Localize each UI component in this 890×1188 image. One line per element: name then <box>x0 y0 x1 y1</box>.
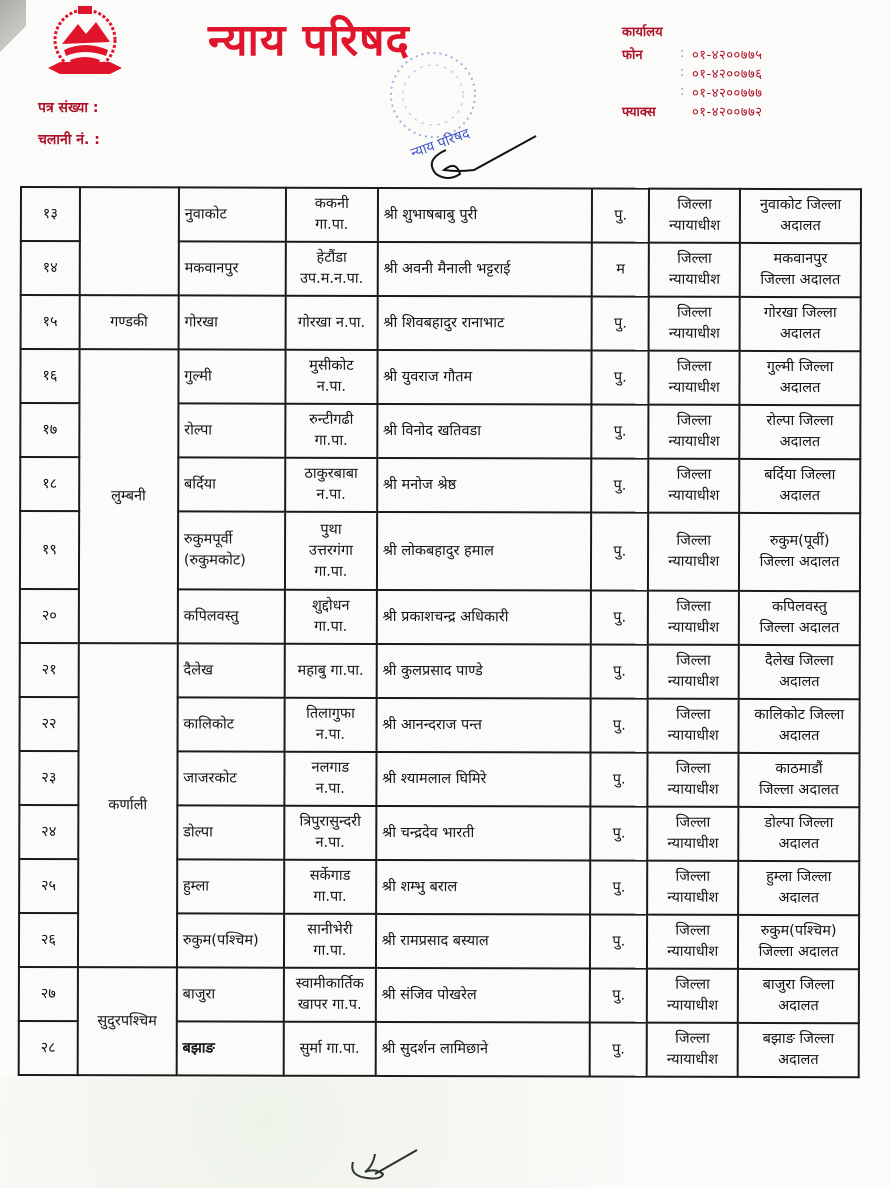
serial-number-cell: १३ <box>21 187 80 241</box>
post-line: न्यायाधीश <box>666 1051 718 1068</box>
court-cell <box>738 807 859 861</box>
gender-cell: पु. <box>590 968 647 1022</box>
municipality-line: गा.पा. <box>315 216 349 233</box>
municipality-cell <box>284 752 376 806</box>
post-line: जिल्ला <box>676 532 712 549</box>
municipality-cell <box>285 404 377 458</box>
post-line: न्यायाधीश <box>668 553 720 570</box>
judge-name-cell: श्री कुलप्रसाद पाण्डे <box>376 644 591 699</box>
serial-number-cell: १४ <box>21 241 80 295</box>
nepal-emblem-icon <box>40 4 130 84</box>
post-line: न्यायाधीश <box>667 889 719 906</box>
municipality-line: स्वामीकार्तिक <box>295 975 364 992</box>
court-line: हुम्ला जिल्ला <box>766 868 832 886</box>
serial-number-cell: २२ <box>20 697 79 751</box>
post-line: जिल्ला <box>675 922 711 939</box>
judge-name-cell: श्री शुभाषबाबु पुरी <box>378 188 593 243</box>
court-line: गुल्मी जिल्ला <box>766 358 834 376</box>
municipality-line: गा.पा. <box>313 942 347 959</box>
gender-cell: पु. <box>591 512 648 590</box>
post-line: जिल्ला <box>675 814 711 831</box>
municipality-cell <box>286 350 378 404</box>
municipality-line: न.पा. <box>315 780 345 797</box>
court-line: अदालत <box>779 325 821 343</box>
dispatch-number-label: चलानी नं. : <box>38 132 100 148</box>
district-cell: बझाङ <box>176 1021 283 1075</box>
post-line: जिल्ला <box>676 598 711 615</box>
post-line: जिल्ला <box>675 976 710 993</box>
post-line: जिल्ला <box>676 304 712 321</box>
court-line: रुकुम(पूर्वी) <box>769 532 830 550</box>
court-line: जिल्ला अदालत <box>759 553 840 571</box>
district-cell: गोरखा <box>178 295 285 349</box>
court-line: अदालत <box>779 379 821 397</box>
judge-name-cell: श्री शम्भु बराल <box>376 860 591 915</box>
court-line: कपिलवस्तु <box>771 598 827 616</box>
signature-icon <box>418 130 538 190</box>
letter-number-label: पत्र संख्या : <box>38 100 99 116</box>
post-line: न्यायाधीश <box>666 997 719 1014</box>
court-line: अदालत <box>778 997 819 1015</box>
post-cell <box>649 297 740 351</box>
fax-label: फ्याक्स <box>622 104 656 120</box>
district-cell: गुल्मी <box>178 349 285 403</box>
gender-cell: पु. <box>592 404 649 458</box>
municipality-line: त्रिपुरासुन्दरी <box>299 813 361 830</box>
court-line: दैलेख जिल्ला <box>764 652 834 670</box>
district-cell: हुम्ला <box>177 859 284 913</box>
post-line: जिल्ला <box>676 466 712 483</box>
court-line: मकवानपुर <box>773 250 828 268</box>
phone-number: ०१-४२००७७५ <box>692 47 763 63</box>
gender-cell: पु. <box>590 860 647 914</box>
gender-cell: म <box>592 242 649 296</box>
post-cell <box>647 861 738 915</box>
table-row <box>20 349 860 405</box>
phone-row: : ०१-४२००७७६ <box>680 65 763 82</box>
judge-name-cell: श्री रामप्रसाद बस्याल <box>376 914 591 969</box>
post-line: जिल्ला <box>675 1030 710 1047</box>
court-line: जिल्ला अदालत <box>759 619 840 637</box>
municipality-line: मुसीकोट <box>309 357 354 374</box>
municipality-line: गा.पा. <box>313 888 347 905</box>
post-line: न्यायाधीश <box>668 487 720 504</box>
contact-block <box>622 22 763 120</box>
judge-name-cell: श्री संजिव पोखरेल <box>375 968 590 1023</box>
court-cell <box>738 969 859 1023</box>
municipality-line: ठाकुरबाबा <box>304 465 358 482</box>
court-line: बर्दिया जिल्ला <box>764 466 836 484</box>
office-label: कार्यालय <box>622 25 663 40</box>
court-line: अदालत <box>778 727 820 745</box>
municipality-line: उत्तरगंगा <box>308 542 353 559</box>
post-cell <box>648 591 739 645</box>
municipality-line: सर्केगाड <box>309 867 351 884</box>
organization-title: न्याय परिषद <box>208 15 410 66</box>
paper-texture <box>0 1078 890 1188</box>
post-line: न्यायाधीश <box>668 271 721 288</box>
serial-number-cell: २५ <box>19 859 78 913</box>
court-cell <box>739 513 860 591</box>
judge-name-cell: श्री प्रकाशचन्द्र अधिकारी <box>376 590 591 645</box>
court-line: अदालत <box>778 889 820 907</box>
municipality-line: शुद्दोधन <box>311 597 350 614</box>
municipality-cell <box>285 512 377 590</box>
post-line: जिल्ला <box>675 706 711 723</box>
post-line: न्यायाधीश <box>667 727 719 744</box>
table-row <box>19 967 859 1023</box>
court-cell <box>740 243 861 297</box>
post-cell <box>647 807 738 861</box>
court-line: जिल्ला अदालत <box>759 781 839 799</box>
judges-table <box>18 186 862 1078</box>
court-cell <box>738 861 859 915</box>
post-cell <box>648 513 739 591</box>
page-edge-shadow <box>0 0 26 60</box>
district-cell: रुकुम(पश्चिम) <box>177 913 284 967</box>
post-line: जिल्ला <box>677 196 712 213</box>
municipality-line: ककनी <box>314 195 349 212</box>
municipality-cell <box>286 296 378 350</box>
judge-name-cell: श्री श्यामलाल घिमिरे <box>376 752 591 807</box>
municipality-cell <box>284 860 376 914</box>
stamp-text: न्याय परिषद <box>408 125 472 162</box>
court-cell <box>738 915 859 969</box>
district-cell: जाजरकोट <box>177 751 284 805</box>
municipality-cell <box>285 590 377 644</box>
post-cell <box>649 243 740 297</box>
phone-row: : ०१-४२००७७७ <box>680 84 763 101</box>
court-cell <box>739 645 860 699</box>
court-cell <box>739 405 860 459</box>
court-cell <box>738 1023 859 1077</box>
post-line: जिल्ला <box>676 358 712 375</box>
post-line: न्यायाधीश <box>667 943 719 960</box>
gender-cell: पु. <box>592 188 649 242</box>
court-line: अदालत <box>778 673 820 691</box>
serial-number-cell: १६ <box>20 349 79 403</box>
fax-number: ०१-४२००७७२ <box>692 104 763 120</box>
municipality-line: रुन्टीगढी <box>309 411 354 428</box>
post-line: न्यायाधीश <box>667 781 719 798</box>
court-line: अदालत <box>779 433 821 451</box>
post-cell <box>648 405 739 459</box>
post-cell <box>647 1023 738 1077</box>
post-cell <box>648 699 739 753</box>
court-line: गोरखा जिल्ला <box>763 304 837 322</box>
province-cell: सुदुरपश्चिम <box>78 967 177 1075</box>
court-cell <box>740 297 861 351</box>
judge-name-cell: श्री शिवबहादुर रानाभाट <box>377 296 592 351</box>
municipality-line: गोरखा न.पा. <box>297 314 366 331</box>
district-cell: बर्दिया <box>178 457 285 511</box>
municipality-cell <box>286 242 378 296</box>
judge-name-cell: श्री युवराज गौतम <box>377 350 592 405</box>
municipality-cell <box>284 1022 376 1076</box>
phone-label: फोन <box>622 47 643 63</box>
district-cell: रोल्पा <box>178 403 285 457</box>
district-cell: मकवानपुर <box>179 241 286 295</box>
gender-cell: पु. <box>592 350 649 404</box>
serial-number-cell: २८ <box>19 1021 78 1075</box>
municipality-line: नलगाड <box>311 759 350 776</box>
municipality-line: न.पा. <box>316 486 346 503</box>
fax-row <box>622 101 763 120</box>
court-line: जिल्ला अदालत <box>758 943 839 961</box>
municipality-line: गा.पा. <box>314 618 348 635</box>
province-cell: लुम्बनी <box>79 349 179 643</box>
post-cell <box>649 351 740 405</box>
district-cell: कपिलवस्तु <box>178 589 285 643</box>
phone-row: फोन : ०१-४२००७७५ <box>622 46 763 63</box>
signature-icon <box>345 1148 445 1184</box>
court-line: जिल्ला अदालत <box>760 271 841 289</box>
court-line: कालिकोट जिल्ला <box>754 706 845 724</box>
gender-cell: पु. <box>591 698 648 752</box>
judge-name-cell: श्री लोकबहादुर हमाल <box>377 512 592 591</box>
municipality-line: न.पा. <box>315 834 345 851</box>
court-cell <box>739 459 860 513</box>
municipality-line: न.पा. <box>315 726 346 743</box>
gender-cell: पु. <box>591 644 648 698</box>
district-cell: नुवाकोट <box>179 187 286 241</box>
gender-cell: पु. <box>591 752 648 806</box>
post-line: जिल्ला <box>675 760 711 777</box>
municipality-cell <box>286 188 378 242</box>
court-line: नुवाकोट जिल्ला <box>759 196 842 214</box>
post-line: जिल्ला <box>677 250 712 267</box>
gender-cell: पु. <box>591 590 648 644</box>
serial-number-cell: १८ <box>20 457 79 511</box>
municipality-cell <box>285 698 377 752</box>
post-line: न्यायाधीश <box>667 835 719 852</box>
gender-cell: पु. <box>590 914 647 968</box>
court-line: अदालत <box>779 487 821 505</box>
municipality-line: महाबु गा.पा. <box>297 662 364 679</box>
serial-number-cell: १९ <box>20 511 79 589</box>
judge-name-cell: श्री चन्द्रदेव भारती <box>376 806 591 861</box>
post-line: न्यायाधीश <box>667 619 720 636</box>
court-line: अदालत <box>777 1051 819 1069</box>
municipality-line: गा.पा. <box>314 432 348 449</box>
municipality-line: गा.पा. <box>314 563 348 580</box>
court-line: बाजुरा जिल्ला <box>762 976 835 994</box>
municipality-cell <box>285 644 377 698</box>
court-line: डोल्पा जिल्ला <box>764 814 834 832</box>
court-cell <box>740 351 861 405</box>
municipality-cell <box>284 914 376 968</box>
post-line: जिल्ला <box>675 868 711 885</box>
municipality-line: हेटौंडा <box>316 249 347 266</box>
serial-number-cell: १७ <box>20 403 79 457</box>
gender-cell: पु. <box>592 296 649 350</box>
municipality-line: उप.म.न.पा. <box>299 270 364 287</box>
judge-name-cell: श्री विनोद खतिवडा <box>377 404 592 459</box>
district-cell: डोल्पा <box>177 805 284 859</box>
serial-number-cell: २६ <box>19 913 78 967</box>
district-cell: कालिकोट <box>177 697 284 751</box>
court-cell <box>739 699 860 753</box>
post-line: न्यायाधीश <box>668 433 720 450</box>
district-cell: बाजुरा <box>177 967 284 1021</box>
judge-name-cell: श्री सुदर्शन लामिछाने <box>375 1022 590 1077</box>
municipality-line: सानीभेरी <box>307 921 353 938</box>
province-cell: गण्डकी <box>79 295 178 349</box>
court-line: काठमाडौं <box>775 760 823 778</box>
district-cell: रुकुमपूर्वी (रुकुमकोट) <box>178 511 285 589</box>
gender-cell: पु. <box>592 458 649 512</box>
post-line: न्यायाधीश <box>668 217 721 234</box>
serial-number-cell: २० <box>20 589 79 643</box>
judge-name-cell: श्री मनोज श्रेष्ठ <box>377 458 592 513</box>
municipality-line: खापर गा.प. <box>297 996 362 1013</box>
post-line: न्यायाधीश <box>667 673 719 690</box>
post-cell <box>649 189 740 243</box>
phone-number: ०१-४२००७७६ <box>692 66 763 82</box>
province-cell <box>80 187 179 295</box>
post-cell <box>648 753 739 807</box>
serial-number-cell: २७ <box>19 967 78 1021</box>
municipality-line: न.पा. <box>316 378 346 395</box>
table-row <box>20 643 860 699</box>
post-line: न्यायाधीश <box>668 325 720 342</box>
table-row <box>21 295 861 351</box>
post-cell <box>648 459 739 513</box>
post-cell <box>647 969 738 1023</box>
court-cell <box>739 591 860 645</box>
gender-cell: पु. <box>590 1022 647 1076</box>
table-row <box>21 187 861 243</box>
serial-number-cell: १५ <box>21 295 80 349</box>
municipality-line: पुथा <box>320 521 342 538</box>
court-line: अदालत <box>780 217 821 235</box>
judge-name-cell: श्री अवनी मैनाली भट्टराई <box>377 242 592 297</box>
court-line: बझाङ जिल्ला <box>762 1030 835 1048</box>
judge-name-cell: श्री आनन्दराज पन्त <box>376 698 591 753</box>
municipality-line: सुर्मा गा.पा. <box>299 1040 360 1057</box>
municipality-cell <box>284 806 376 860</box>
court-line: अदालत <box>778 835 820 853</box>
post-cell <box>647 915 738 969</box>
serial-number-cell: २३ <box>19 751 78 805</box>
post-line: जिल्ला <box>676 412 712 429</box>
serial-number-cell: २१ <box>20 643 79 697</box>
municipality-cell <box>285 458 377 512</box>
municipality-cell <box>284 968 376 1022</box>
post-line: जिल्ला <box>676 652 711 669</box>
court-cell <box>739 753 860 807</box>
court-line: रुकुम(पश्चिम) <box>760 922 837 940</box>
court-cell <box>740 189 861 243</box>
serial-number-cell: २४ <box>19 805 78 859</box>
post-cell <box>648 645 739 699</box>
municipality-line: तिलागुफा <box>306 705 355 722</box>
province-cell: कर्णाली <box>78 643 178 967</box>
post-line: न्यायाधीश <box>668 379 720 396</box>
phone-number: ०१-४२००७७७ <box>692 85 763 101</box>
gender-cell: पु. <box>591 806 648 860</box>
district-cell: दैलेख <box>177 643 284 697</box>
court-line: रोल्पा जिल्ला <box>766 412 834 430</box>
